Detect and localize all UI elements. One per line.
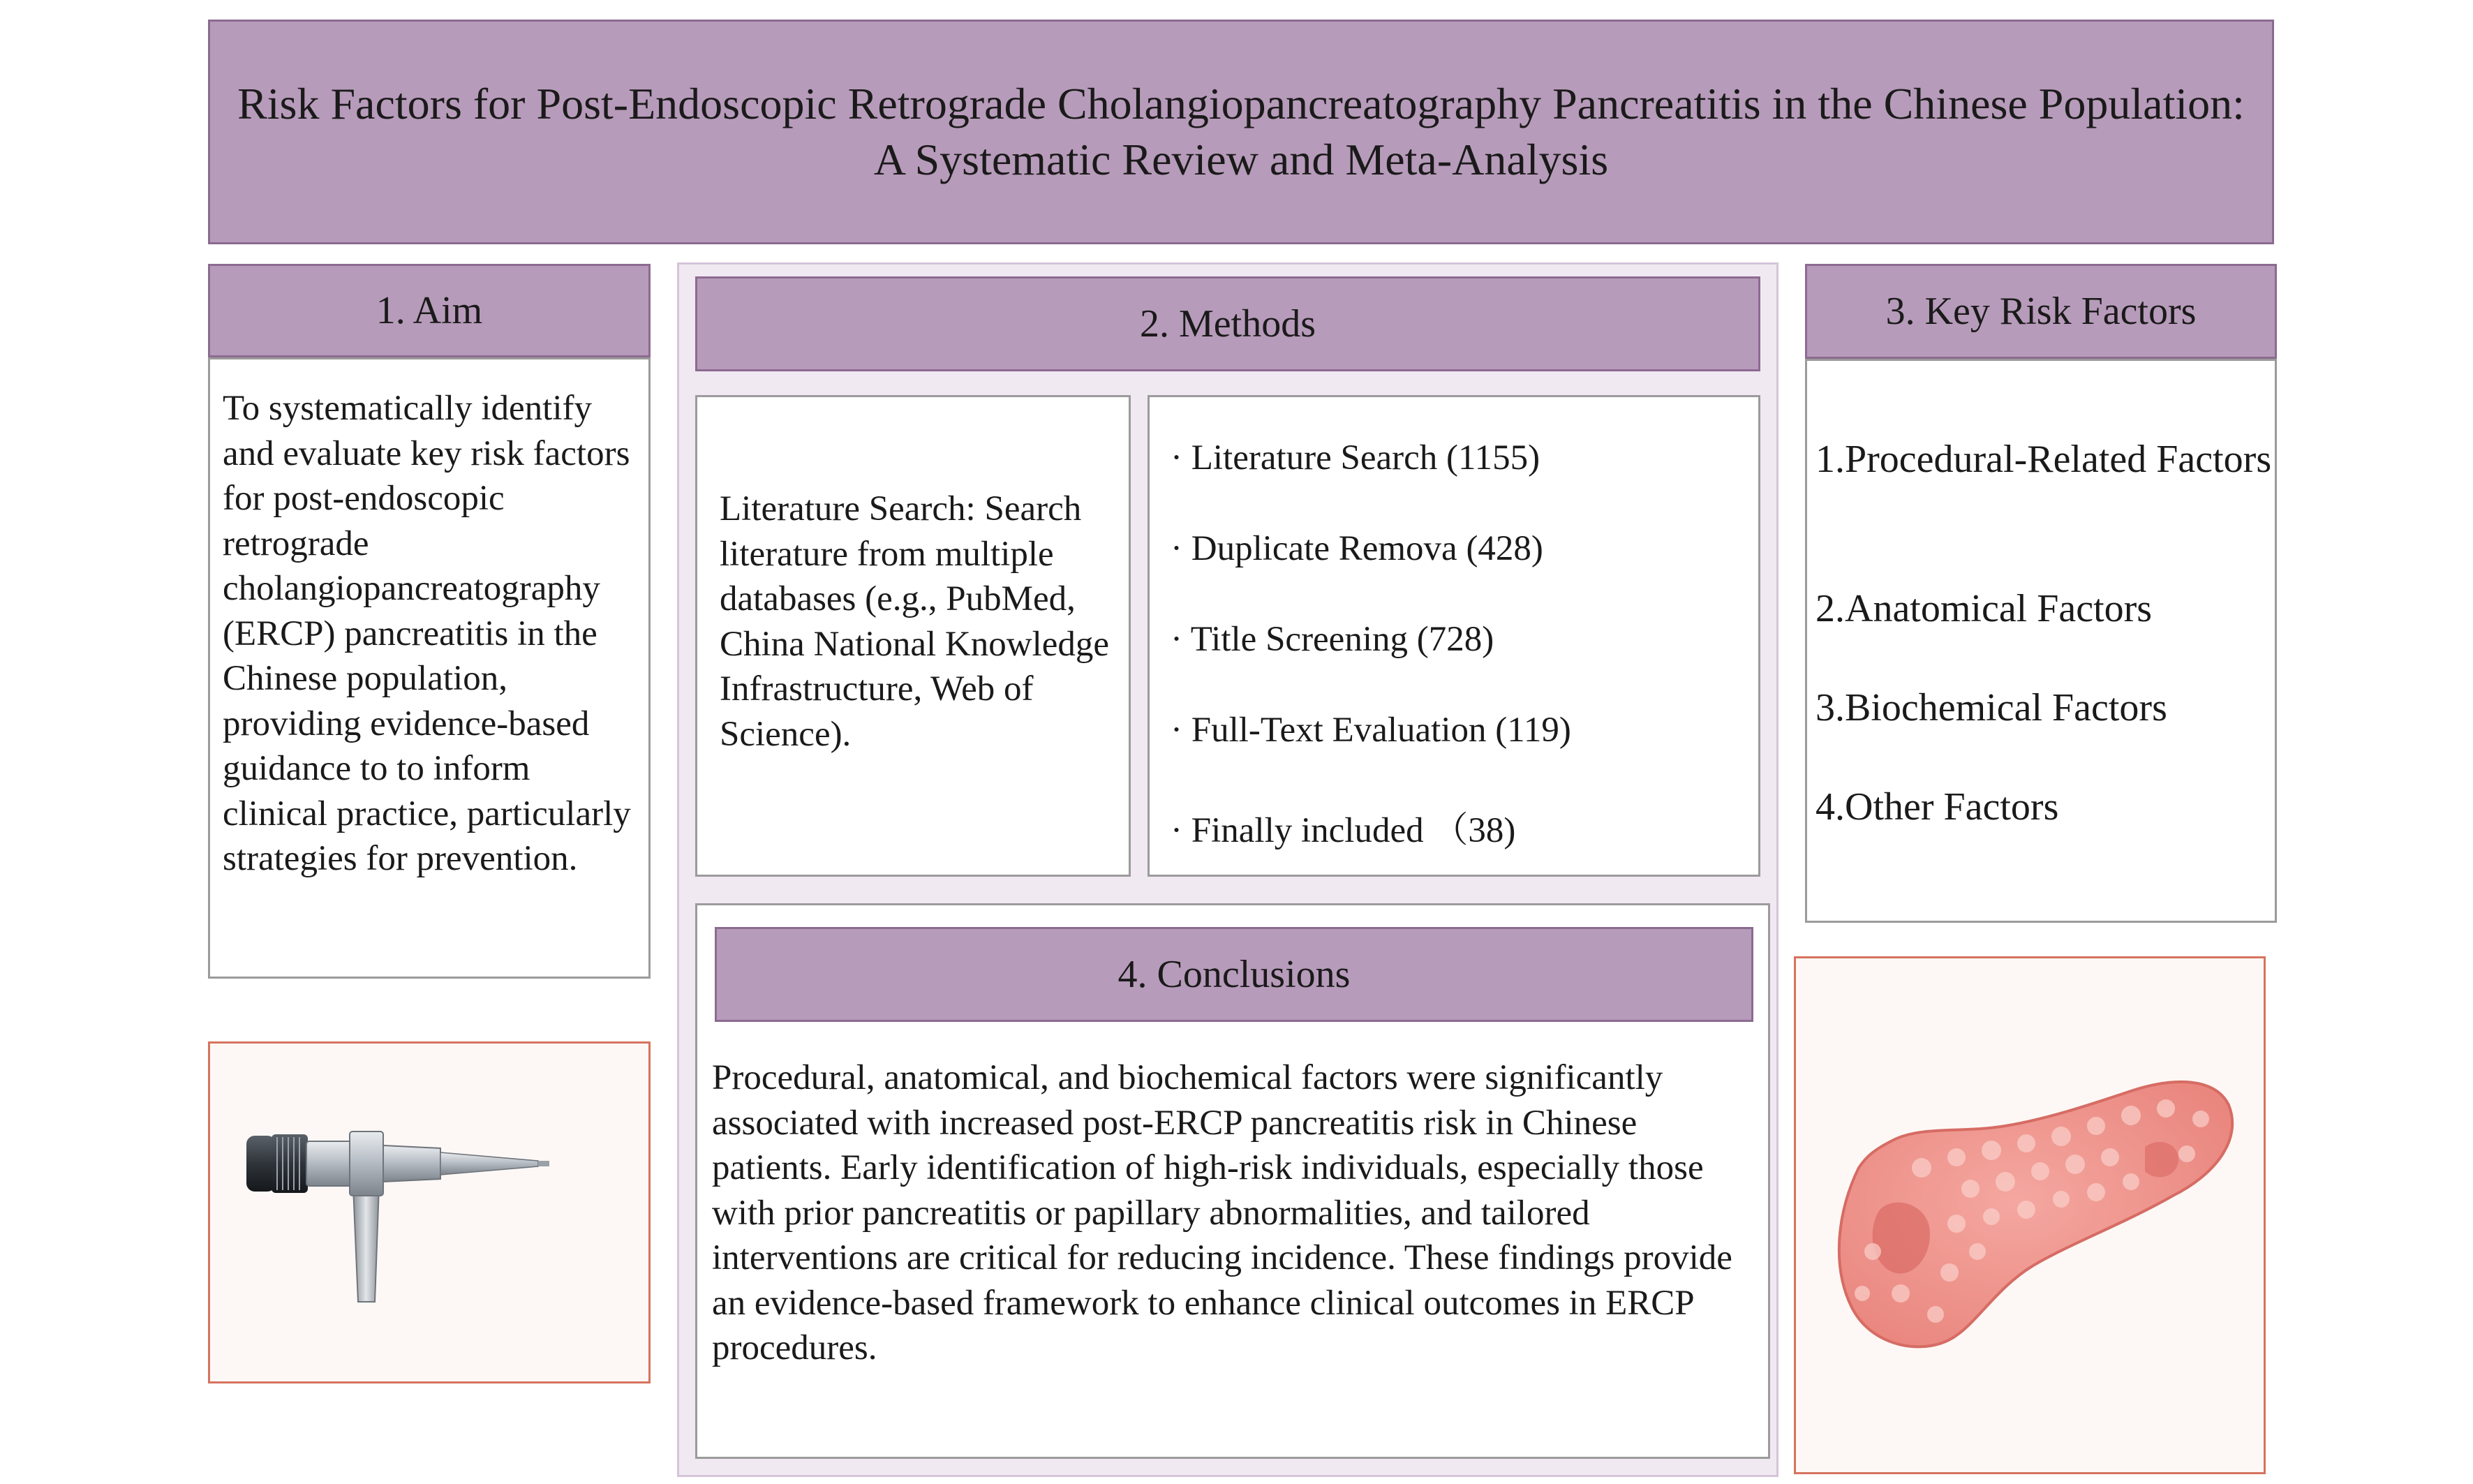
method-step: · Literature Search (1155) — [1171, 438, 1540, 477]
methods-header — [695, 276, 1760, 371]
methods-heading: 2. Methods — [1140, 302, 1316, 346]
risk-factor-item: 4.Other Factors — [1815, 785, 2059, 829]
title-line-2: A Systematic Review and Meta-Analysis — [873, 135, 1609, 184]
method-step: · Full-Text Evaluation (119) — [1171, 711, 1571, 750]
methods-description-panel — [695, 395, 1131, 877]
methods-steps-panel — [1148, 395, 1760, 877]
endoscope-image — [208, 1041, 651, 1383]
key-risk-factors-heading: 3. Key Risk Factors — [1885, 290, 2197, 333]
conclusions-header — [715, 927, 1753, 1022]
conclusions-heading: 4. Conclusions — [1117, 953, 1351, 996]
pancreas-icon — [1796, 958, 2264, 1472]
title-line-1: Risk Factors for Post-Endoscopic Retrograde Cholangiopancreatography Pancreatitis in the Chinese Population: — [237, 79, 2245, 128]
page-title — [237, 76, 2245, 188]
risk-factor-item: 3.Biochemical Factors — [1815, 686, 2167, 729]
aim-panel — [208, 357, 651, 979]
risk-factor-item: 1.Procedural-Related Factors — [1815, 438, 2272, 481]
method-step: · Title Screening (728) — [1171, 620, 1494, 659]
risk-factor-item: 2.Anatomical Factors — [1815, 587, 2153, 630]
endoscope-icon — [210, 1044, 648, 1381]
conclusions-body — [712, 1055, 1762, 1377]
title-banner — [208, 20, 2274, 244]
key-risk-factors-panel — [1805, 359, 2277, 923]
conclusions-text: Procedural, anatomical, and biochemical factors were significantly associated with increased post-ERCP pancreatitis risk in Chinese patients. Early identification of high-risk individuals, especially those with prior pancreatitis or papillary abnormalities, and tailored interventions are critical for reducing incidence. These findings provide an evidence-based framework to enhance clinical outcomes in ERCP procedures. — [712, 1058, 1732, 1367]
method-step: · Finally included （38) — [1171, 811, 1516, 850]
pancreas-image — [1794, 956, 2266, 1474]
method-step: · Duplicate Remova (428) — [1171, 529, 1543, 568]
aim-heading: 1. Aim — [376, 289, 483, 332]
aim-header — [208, 264, 651, 357]
methods-description: Literature Search: Search literature from multiple databases (e.g., PubMed, China National Knowledge Infrastructure, Web of Science). — [720, 489, 1110, 754]
aim-text: To systematically identify and evaluate key risk factors for post-endoscopic retrograde cholangiopancreatography (ERCP) pancreatitis in the Chinese population, providing evidence-based guidance to to inform clinical practice, particularly strategies for prevention. — [223, 389, 631, 878]
key-risk-factors-header — [1805, 264, 2277, 359]
